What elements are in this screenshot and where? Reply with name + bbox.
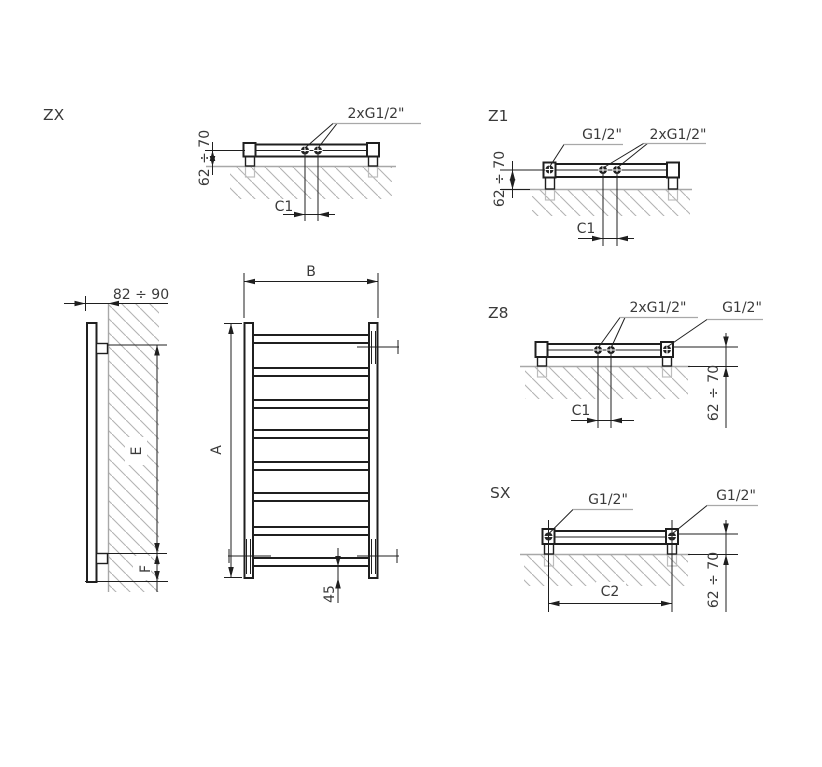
radiator-top-view	[544, 163, 680, 190]
width-label: B	[306, 264, 316, 280]
right-collector	[369, 323, 378, 578]
end-port-callout	[550, 127, 624, 167]
view-sx-label: SX	[490, 484, 511, 502]
c2-label: C2	[600, 584, 620, 600]
wall-hatch	[525, 367, 688, 399]
view-sx	[490, 484, 758, 612]
view-z1-label: Z1	[488, 107, 509, 125]
c1-label: C1	[571, 403, 591, 419]
c1-label: C1	[274, 199, 294, 215]
wall-distance-label: 62 ÷ 70	[706, 551, 722, 609]
bottom-rung-offset-label: 45	[322, 585, 338, 603]
left-port-label: G1/2"	[588, 492, 628, 508]
view-zx	[43, 106, 421, 221]
wall-offset-label: 82 ÷ 90	[112, 287, 170, 303]
view-z8	[488, 300, 763, 428]
end-port-label: G1/2"	[582, 127, 622, 143]
wall-distance-label: 62 ÷ 70	[492, 150, 508, 208]
ports-callout-label: 2xG1/2"	[629, 300, 687, 316]
radiator-front-view	[245, 323, 378, 578]
ports-callout	[598, 300, 698, 348]
bottom-offset-label: F	[138, 564, 154, 574]
radiator-top-view	[244, 143, 380, 166]
height-label: A	[209, 445, 225, 455]
radiator-top-view	[543, 529, 679, 554]
dimension-45	[322, 548, 341, 603]
radiator-side-view	[87, 323, 108, 582]
left-collector	[245, 323, 254, 578]
view-front	[209, 264, 399, 603]
ports-callout	[305, 106, 421, 148]
left-port-callout	[549, 492, 634, 534]
view-side	[64, 287, 169, 592]
wall-bracket	[97, 344, 108, 354]
view-zx-label: ZX	[43, 106, 65, 124]
view-z1	[488, 107, 707, 246]
radiator-top-view	[536, 342, 674, 366]
right-port-label: G1/2"	[716, 488, 756, 504]
wall-distance-label: 62 ÷ 70	[197, 129, 213, 187]
right-port-callout	[672, 488, 758, 534]
wall-distance-label: 62 ÷ 70	[706, 364, 722, 422]
ports-callout-label: 2xG1/2"	[649, 127, 707, 143]
dimension-b	[244, 264, 378, 318]
wall-bracket	[97, 554, 108, 564]
dimension-a	[209, 324, 242, 578]
c1-label: C1	[576, 221, 596, 237]
end-port-label: G1/2"	[722, 300, 762, 316]
view-z8-label: Z8	[488, 304, 509, 322]
wall-hatch	[532, 190, 690, 216]
bracket-span-label: E	[129, 446, 145, 456]
ports-callout-label: 2xG1/2"	[347, 106, 405, 122]
